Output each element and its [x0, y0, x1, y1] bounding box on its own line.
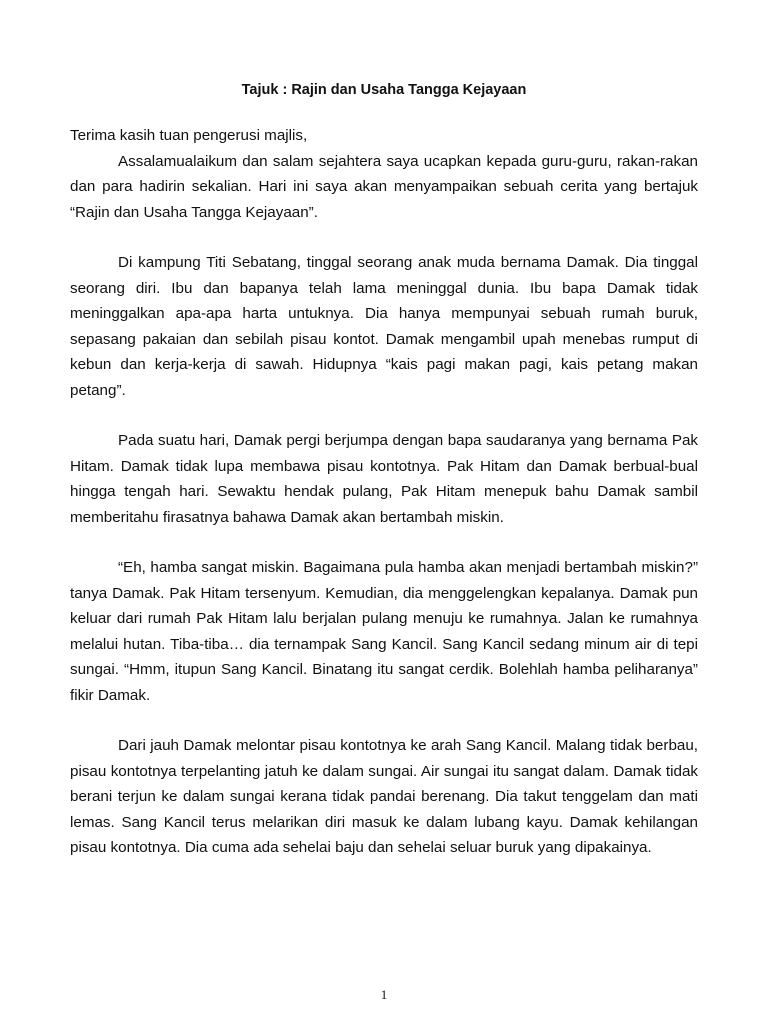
paragraph-opening: Assalamualaikum dan salam sejahtera saya ucapkan kepada guru-guru, rakan-rakan dan para hadirin sekalian. Hari ini saya akan menyampaikan sebuah cerita yang bertajuk “Rajin dan Usaha Tangga Kejayaan”. — [70, 152, 698, 221]
page-number: 1 — [380, 987, 388, 1002]
greeting-line: Terima kasih tuan pengerusi majlis, — [70, 127, 308, 144]
paragraph-lost-knife: Dari jauh Damak melontar pisau kontotnya ke arah Sang Kancil. Malang tidak berbau, pisau kontotnya terpelanting jatuh ke dalam sungai. Air sungai itu sangat dalam. Damak tidak berani terjun ke dalam sungai kerana tidak pandai berenang. Dia takut tenggelam dan mati lemas. Sang Kancil terus melarikan diri masuk ke dalam lubang kayu. Damak kehilangan pisau kontotnya. Dia cuma ada sehelai baju dan sehelai seluar buruk yang dipakainya. — [70, 737, 698, 856]
document-page — [70, 78, 698, 886]
paragraph-pak-hitam: Pada suatu hari, Damak pergi berjumpa dengan bapa saudaranya yang bernama Pak Hitam. Damak tidak lupa membawa pisau kontotnya. Pak Hitam dan Damak berbual-bual hingga tengah hari. Sewaktu hendak pulang, Pak Hitam menepuk bahu Damak sambil memberitahu firasatnya bahawa Damak akan bertambah miskin. — [70, 432, 698, 526]
paragraph-damak-intro: Di kampung Titi Sebatang, tinggal seorang anak muda bernama Damak. Dia tinggal seorang diri. Ibu dan bapanya telah lama meninggal dunia. Ibu bapa Damak tidak meninggalkan apa-apa harta untuknya. Dia hanya mempunyai sebuah rumah buruk, sepasang pakaian dan sebilah pisau kontot. Damak mengambil upah menebas rumput di kebun dan kerja-kerja di sawah. Hidupnya “kais pagi makan pagi, kais petang makan petang”. — [70, 254, 698, 399]
document-title: Tajuk : Rajin dan Usaha Tangga Kejayaan — [241, 82, 527, 98]
paragraph-sang-kancil: “Eh, hamba sangat miskin. Bagaimana pula hamba akan menjadi bertambah miskin?” tanya Damak. Pak Hitam tersenyum. Kemudian, dia menggelengkan kepalanya. Damak pun keluar dari rumah Pak Hitam lalu berjalan pulang menuju ke rumahnya. Jalan ke rumahnya melalui hutan. Tiba-tiba… dia ternampak Sang Kancil. Sang Kancil sedang minum air di tepi sungai. “Hmm, itupun Sang Kancil. Binatang itu sangat cerdik. Bolehlah hamba peliharanya” fikir Damak. — [70, 559, 698, 704]
